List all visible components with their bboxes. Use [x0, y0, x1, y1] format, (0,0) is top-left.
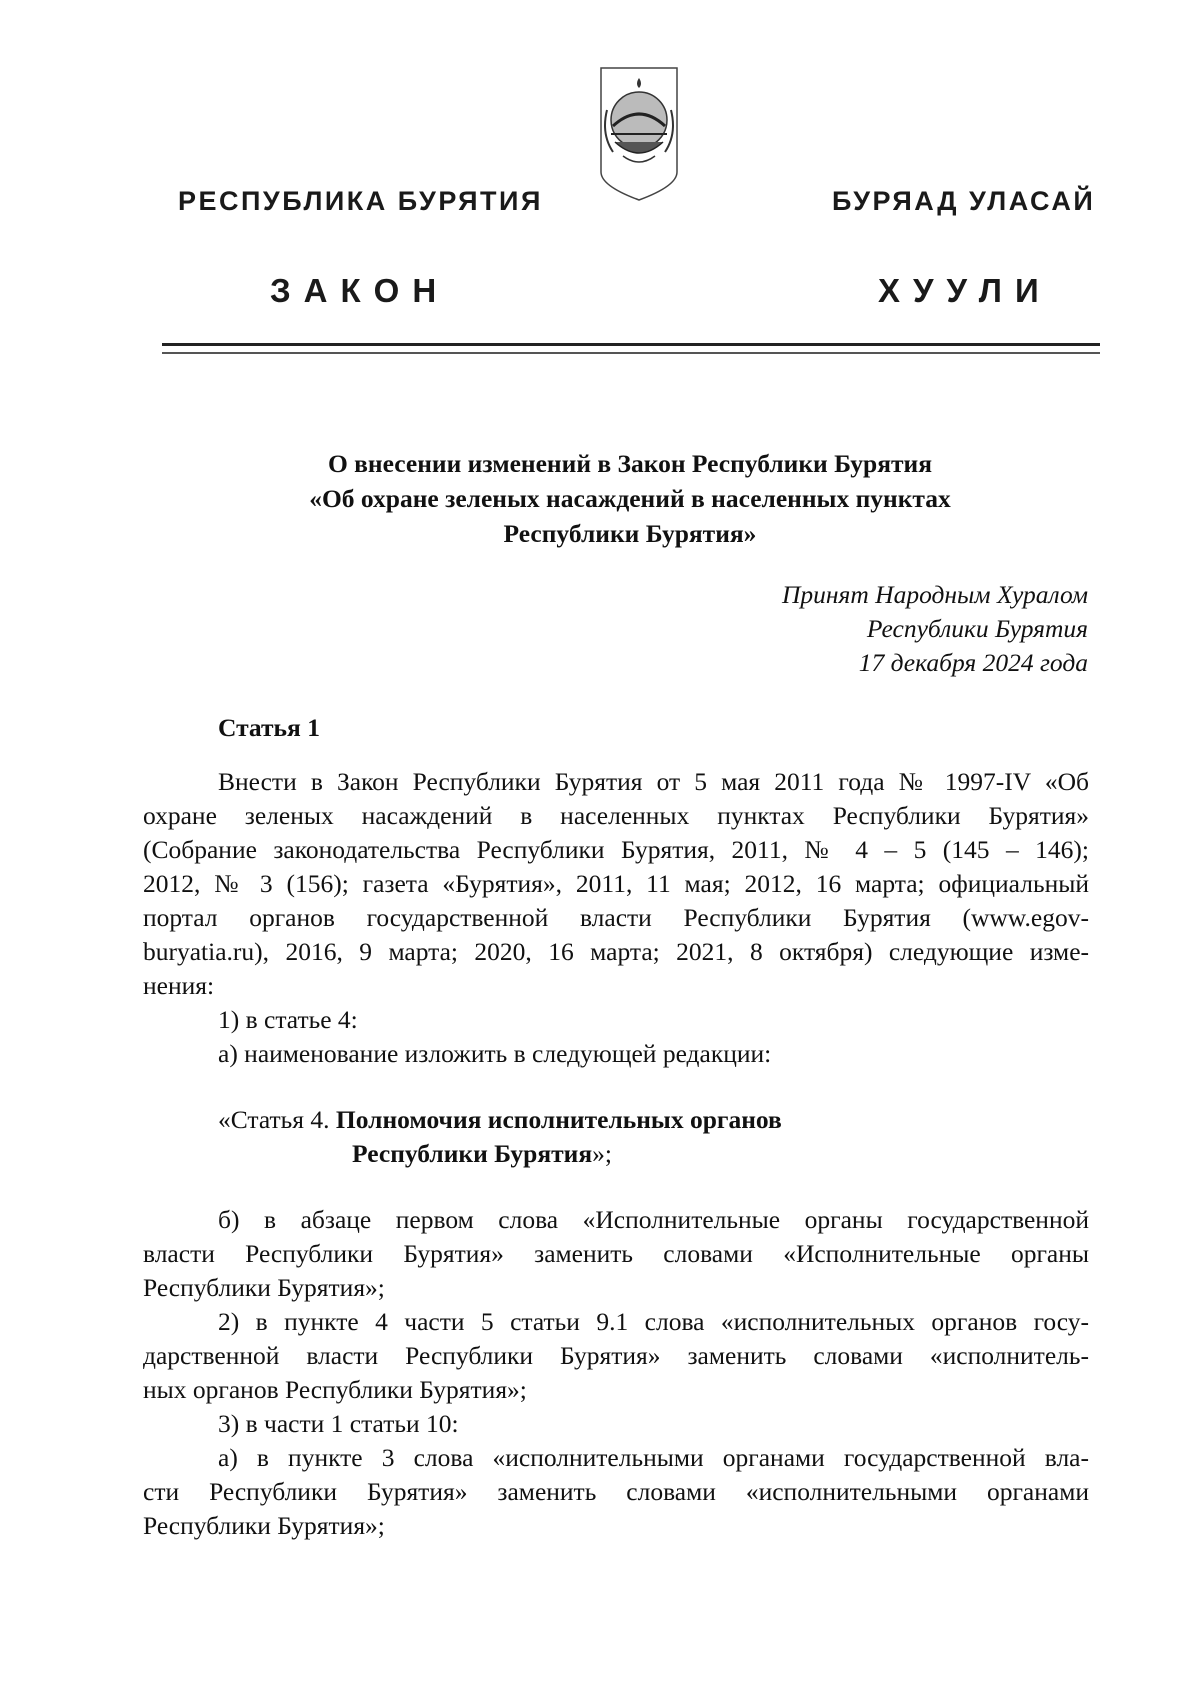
paragraph-line: сти Республики Бурятия» заменить словами «исполнительными органами: [143, 1477, 1089, 1506]
republic-name-buryat: БУРЯАД УЛАСАЙ: [832, 186, 1096, 216]
paragraph-line: Республики Бурятия»;: [143, 1511, 385, 1540]
item-1: 1) в статье 4:: [218, 1005, 358, 1034]
law-label-buryat: ХУУЛИ: [878, 272, 1052, 309]
paragraph-line: buryatia.ru), 2016, 9 марта; 2020, 16 марта; 2021, 8 октября) следующие изме-: [143, 937, 1089, 966]
republic-name-russian: РЕСПУБЛИКА БУРЯТИЯ: [178, 186, 543, 216]
header-divider: [162, 343, 1100, 354]
paragraph-line: портал органов государственной власти Республики Бурятия (www.egov-: [143, 903, 1089, 932]
paragraph-line: охране зеленых насаждений в населенных пунктах Республики Бурятия»: [143, 801, 1089, 830]
paragraph-line: Внести в Закон Республики Бурятия от 5 мая 2011 года № 1997-IV «Об: [218, 767, 1089, 796]
item-3: 3) в части 1 статьи 10:: [218, 1409, 459, 1438]
paragraph-line: (Собрание законодательства Республики Бурятия, 2011, № 4 – 5 (145 – 146);: [143, 835, 1089, 864]
law-title-line: Республики Бурятия»: [503, 519, 757, 548]
law-title-line: О внесении изменений в Закон Республики Бурятия: [327, 449, 933, 478]
adoption-line: Республики Бурятия: [866, 614, 1088, 643]
article4-title: [218, 1103, 782, 1137]
law-label-russian: ЗАКОН: [270, 272, 450, 309]
law-title-line: «Об охране зеленых насаждений в населенных пунктах: [309, 484, 951, 513]
paragraph-line: нения:: [143, 971, 215, 1000]
item-1a: а) наименование изложить в следующей редакции:: [218, 1039, 772, 1068]
paragraph-line: дарственной власти Республики Бурятия» заменить словами «исполнитель-: [143, 1341, 1089, 1370]
adoption-line: Принят Народным Хуралом: [781, 580, 1088, 609]
article4-title-bold: Полномочия исполнительных органов: [335, 1105, 782, 1134]
article4-title-line2: [352, 1137, 612, 1171]
paragraph-line: ных органов Республики Бурятия»;: [143, 1375, 527, 1404]
article-heading: Статья 1: [218, 713, 320, 742]
item-2-paragraph: [143, 1305, 1089, 1407]
item-1b-paragraph: [143, 1203, 1089, 1305]
paragraph-line: а) в пункте 3 слова «исполнительными органами государственной вла-: [218, 1443, 1089, 1472]
article-intro-paragraph: [143, 765, 1089, 1003]
article4-prefix: «Статья 4.: [218, 1105, 336, 1134]
paragraph-line: 2012, № 3 (156); газета «Бурятия», 2011, 11 мая; 2012, 16 марта; официальный: [143, 869, 1089, 898]
article4-title-bold: Республики Бурятия: [352, 1139, 593, 1168]
buryatia-coat-of-arms-icon: [597, 64, 681, 202]
adoption-date: 17 декабря 2024 года: [858, 648, 1088, 677]
paragraph-line: 2) в пункте 4 части 5 статьи 9.1 слова «исполнительных органов госу-: [218, 1307, 1089, 1336]
paragraph-line: Республики Бурятия»;: [143, 1273, 385, 1302]
item-3a-paragraph: [143, 1441, 1089, 1543]
article4-suffix: »;: [592, 1139, 612, 1168]
adoption-note: [782, 578, 1088, 680]
paragraph-line: б) в абзаце первом слова «Исполнительные органы государственной: [218, 1205, 1089, 1234]
paragraph-line: власти Республики Бурятия» заменить словами «Исполнительные органы: [143, 1239, 1089, 1268]
law-title: [160, 446, 1100, 551]
